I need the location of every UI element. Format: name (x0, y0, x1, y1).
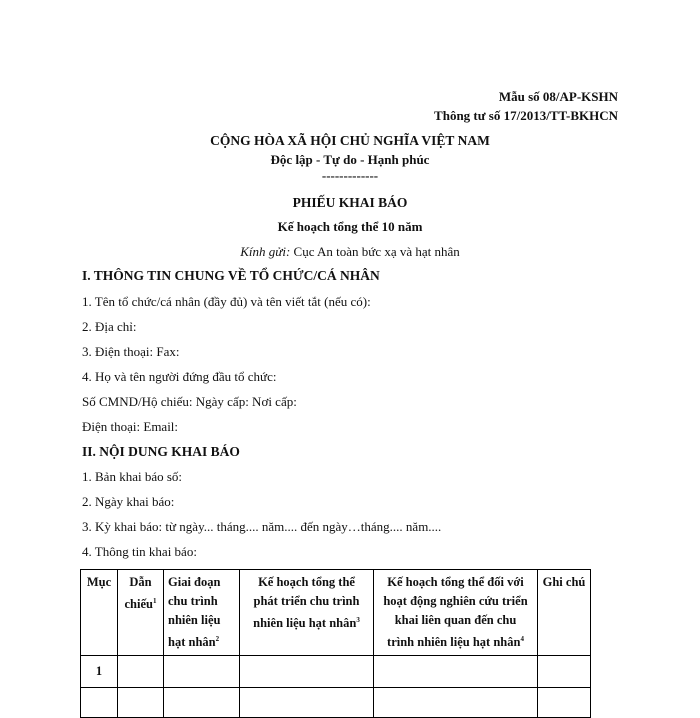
table-cell[interactable] (374, 688, 538, 718)
address-field: 2. Địa chỉ: (82, 319, 137, 334)
org-name-field: 1. Tên tổ chức/cá nhân (đầy đủ) và tên viết tắt (nếu có): (82, 294, 371, 309)
table-cell[interactable] (538, 656, 591, 688)
head-of-org-field: 4. Họ và tên người đứng đầu tổ chức: (82, 369, 277, 384)
table-cell[interactable] (81, 688, 118, 718)
table-cell[interactable] (240, 688, 374, 718)
table-row (81, 688, 591, 718)
form-number: Mẫu số 08/AP-KSHN (498, 89, 618, 104)
row-muc-cell: 1 (81, 656, 118, 688)
table-cell[interactable] (164, 656, 240, 688)
circular-reference: Thông tư số 17/2013/TT-BKHCN (434, 108, 618, 123)
table-cell[interactable] (538, 688, 591, 718)
recipient-line (0, 244, 700, 260)
table-row (81, 656, 591, 688)
declaration-date-field: 2. Ngày khai báo: (82, 494, 175, 509)
phone-fax-field: 3. Điện thoại: Fax: (82, 344, 180, 359)
recipient-label: Kính gửi: (240, 244, 291, 259)
form-subtitle: Kế hoạch tổng thể 10 năm (277, 219, 423, 234)
id-card-field: Số CMND/Hộ chiếu: Ngày cấp: Nơi cấp: (82, 394, 297, 409)
header-dan-chieu: Dẫn chiếu$^1$ (118, 570, 164, 656)
national-motto: Độc lập - Tự do - Hạnh phúc (270, 152, 430, 167)
declaration-info-label: 4. Thông tin khai báo: (82, 544, 197, 559)
header-ke-hoach-nghien-cuu: Kế hoạch tổng thể đối với hoạt động nghiên cứu triển khai liên quan đến chu trình nhiên liệu hạt nhân$^4$ (374, 570, 538, 656)
recipient-name: Cục An toàn bức xạ và hạt nhân (293, 244, 460, 259)
table-cell[interactable] (118, 688, 164, 718)
section1-heading: I. THÔNG TIN CHUNG VỀ TỔ CHỨC/CÁ NHÂN (82, 268, 380, 283)
header-ghi-chu: Ghi chú (538, 570, 591, 656)
table-cell[interactable] (240, 656, 374, 688)
national-title: CỘNG HÒA XÃ HỘI CHỦ NGHĨA VIỆT NAM (210, 133, 490, 148)
header-muc: Mục (81, 570, 118, 656)
table-cell[interactable] (374, 656, 538, 688)
table-header-row (81, 570, 591, 656)
section2-heading: II. NỘI DUNG KHAI BÁO (82, 444, 240, 459)
motto-divider: ------------- (321, 168, 379, 183)
declaration-number-field: 1. Bản khai báo số: (82, 469, 183, 484)
header-ke-hoach-phat-trien: Kế hoạch tổng thể phát triển chu trình nhiên liệu hạt nhân$^3$ (240, 570, 374, 656)
declaration-table (80, 569, 591, 718)
form-title: PHIẾU KHAI BÁO (292, 195, 408, 210)
table-cell[interactable] (164, 688, 240, 718)
table-cell[interactable] (118, 656, 164, 688)
contact-field: Điện thoại: Email: (82, 419, 179, 434)
declaration-period-field: 3. Kỳ khai báo: từ ngày... tháng.... năm.... đến ngày…tháng.... năm.... (82, 519, 442, 534)
header-giai-doan: Giai đoạn chu trình nhiên liệu hạt nhân$^2$ (164, 570, 240, 656)
